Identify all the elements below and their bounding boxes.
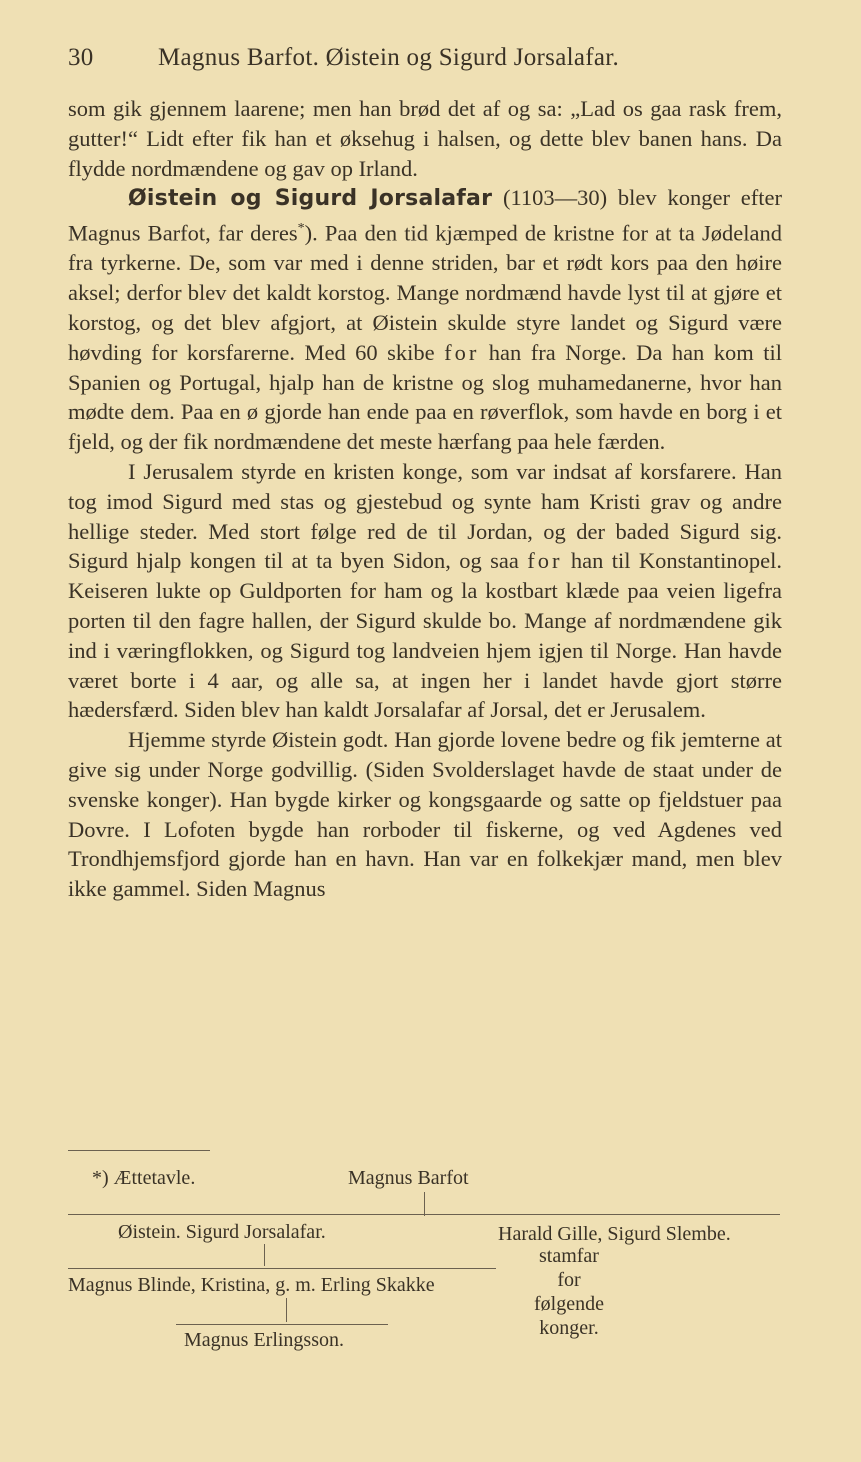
- section-heading: Øistein og Sigurd Jorsalafar: [128, 186, 493, 212]
- paragraph-4: Hjemme styrde Øistein godt. Han gjorde lovene bedre og fik jemterne at give sig under Norge godvillig. (Siden Svolderslaget havde de staat under de svenske konger). Han bygde kirker og kongsgaarde og satte op fjeldstuer paa Dovre. I Lofoten bygde han rorboder til fiskerne, og ved Agdenes ved Trondhjemsfjord gjorde han en havn. Han var en folkekjær mand, men blev ikke gammel. Siden Magnus: [68, 727, 782, 902]
- tree-rule: [68, 1214, 780, 1215]
- page-number: 30: [68, 44, 94, 71]
- stamfar-note: [510, 1244, 628, 1340]
- family-gen3: Magnus Blinde, Kristina, g. m. Erling Skakke: [68, 1274, 435, 1296]
- paragraph-2-text-c: han fra Norge. Da han kom til Spanien og Portugal, hjalp han de kristne og slog muhamedanerne, hvor han mødte dem. Paa en ø gjorde han ende paa en røverflok, som havde en borg i et fjeld, og der fik nordmændene det meste hærfang paa hele færden.: [68, 339, 782, 455]
- paragraph-3: [68, 457, 782, 725]
- paragraph-3-text-b: han til Konstantinopel. Keiseren lukte op Guldporten for ham og la kostbart klæde paa veien ligefra porten til den fagre hallen, der Sigurd skulde bo. Mange af nordmændene gik ind i væringflokken, og Sigurd tog landveien hjem igjen til Norge. Han havde været borte i 4 aar, og alle sa, at ingen her i landet havde gjort større hædersfærd. Siden blev han kaldt Jorsalafar af Jorsal, det er Jerusalem.: [68, 548, 782, 723]
- note-line: for: [557, 1269, 581, 1291]
- family-gen2-left: Øistein. Sigurd Jorsalafar.: [118, 1221, 326, 1243]
- paragraph-3-text-a: I Jerusalem styrde en kristen konge, som var indsat af korsfarere. Han tog imod Sigurd med stas og gjestebud og synte ham Kristi grav og andre hellige steder. Med stort følge red de til Jordan, og der baded Sigurd sig. Sigurd hjalp kongen til at ta byen Sidon, og saa: [68, 459, 782, 574]
- footnote-title: Ættetavle.: [113, 1167, 196, 1189]
- running-header: [68, 44, 788, 72]
- paragraph-2-text-a: (1103—30) blev konger efter Magnus Barfot, far deres: [68, 185, 782, 246]
- paragraph-1: som gik gjennem laarene; men han brød det af og sa: „Lad os gaa rask frem, gutter!“ Lidt efter fik han et øksehug i halsen, og dette blev banen hans. Da flydde nordmændene og gav op Irland.: [68, 96, 782, 181]
- paragraph-2: [68, 183, 782, 457]
- tree-rule: [176, 1324, 388, 1325]
- tree-connector: [286, 1298, 287, 1322]
- running-title: Magnus Barfot. Øistein og Sigurd Jorsalafar.: [158, 44, 620, 71]
- spaced-word: for: [444, 339, 480, 365]
- note-line: konger.: [539, 1317, 599, 1339]
- tree-connector: [264, 1244, 265, 1266]
- family-gen4: Magnus Erlingsson.: [184, 1329, 344, 1351]
- note-line: følgende: [534, 1293, 604, 1315]
- note-line: stamfar: [539, 1245, 599, 1267]
- tree-rule: [68, 1268, 496, 1269]
- family-root: Magnus Barfot: [348, 1167, 469, 1189]
- footnote-label: [92, 1166, 195, 1190]
- footnote-marker: *: [297, 221, 305, 237]
- footnote-marker-ref: *): [92, 1167, 109, 1189]
- tree-connector: [424, 1192, 425, 1216]
- spaced-word: for: [527, 548, 563, 574]
- paragraph-2-text-b: ). Paa den tid kjæmped de kristne for at ta Jødeland fra tyrkerne. De, som var med i denne striden, bar et rødt kors paa den høire aksel; derfor blev det kaldt korstog. Mange nordmænd havde lyst til at gjøre et korstog, og det blev afgjort, at Øistein skulde styre landet og Sigurd være høvding for korsfarerne. Med 60 skibe: [68, 220, 782, 365]
- body-text: [68, 94, 782, 904]
- family-gen2-right: Harald Gille, Sigurd Slembe.: [498, 1223, 731, 1245]
- footnote-rule: [68, 1150, 210, 1151]
